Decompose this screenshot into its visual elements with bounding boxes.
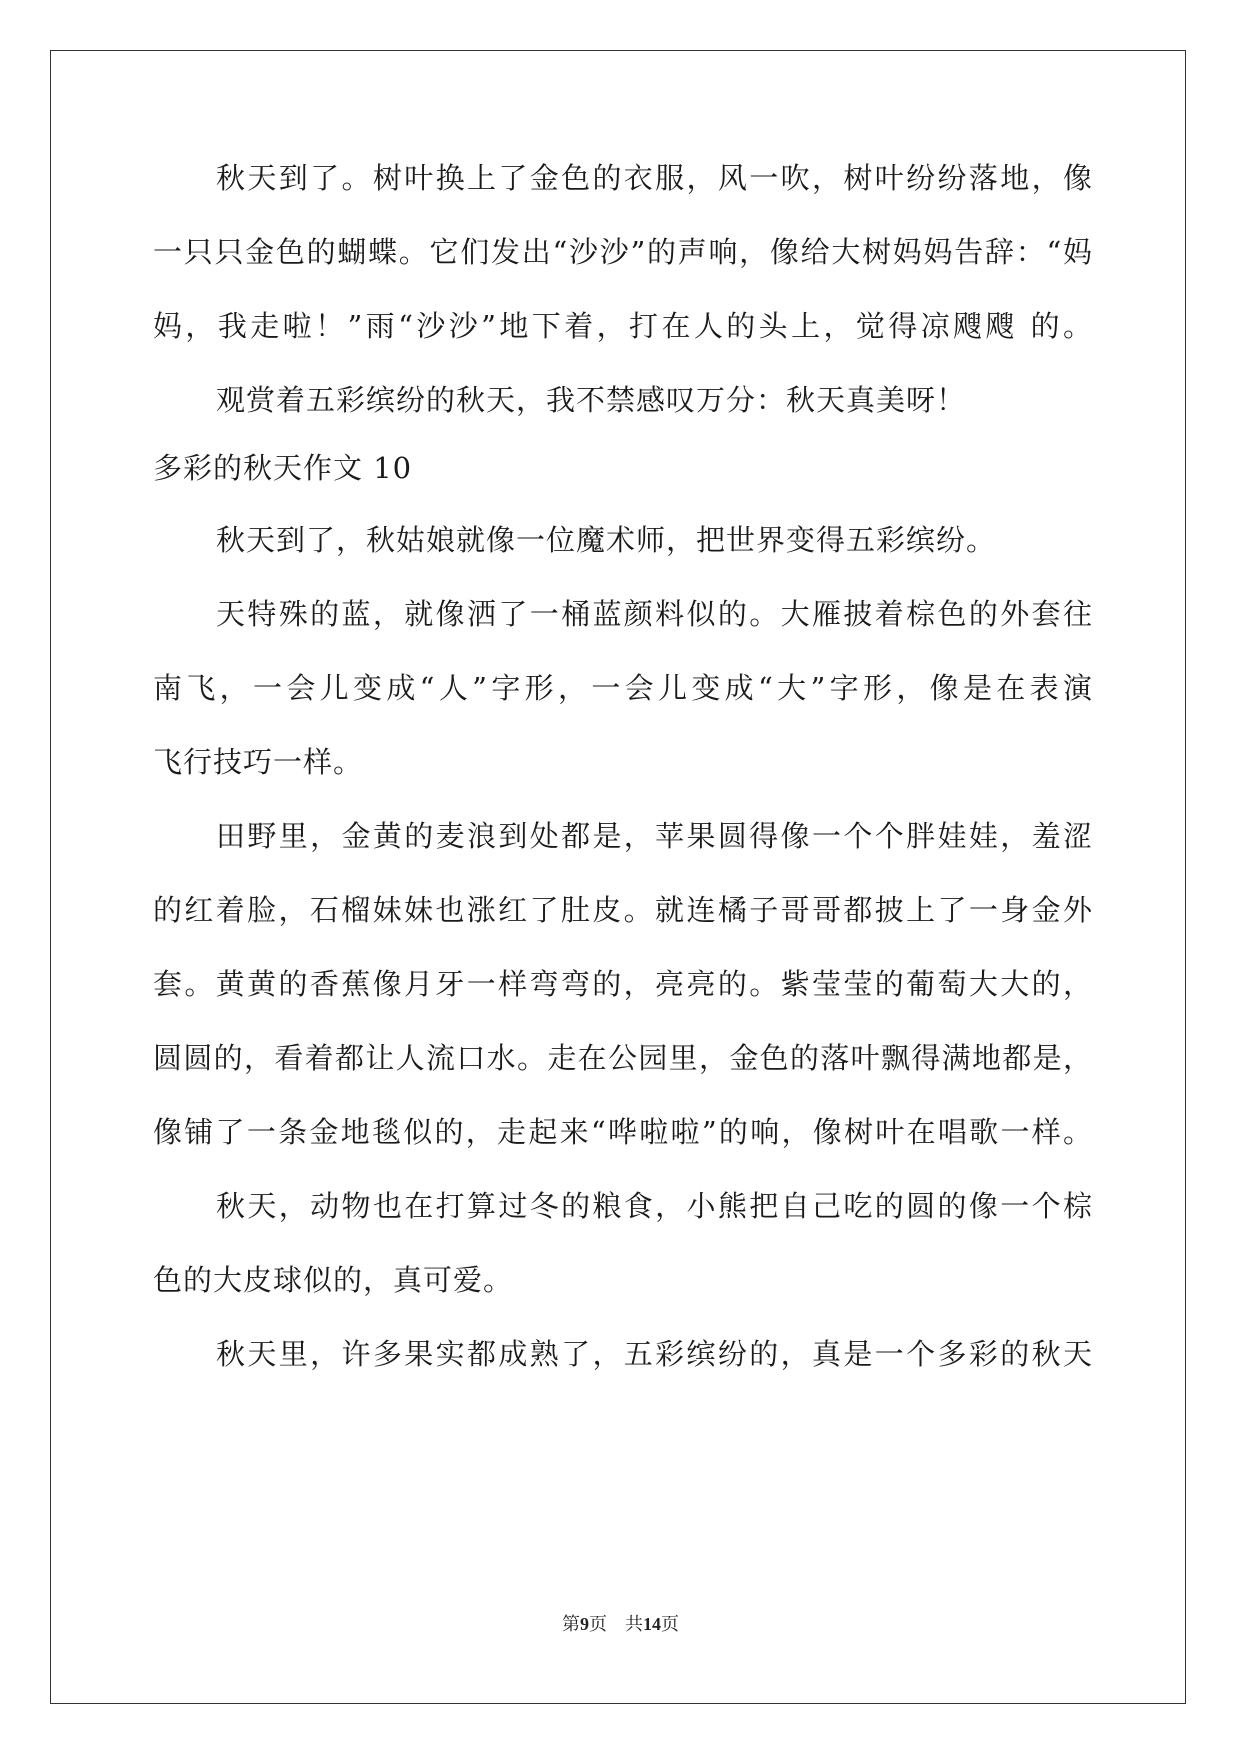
page-unit: 页 <box>589 1614 607 1635</box>
page-prefix: 第 <box>562 1614 580 1635</box>
total-unit: 页 <box>661 1614 679 1635</box>
paragraph-line: 天特殊的蓝，就像洒了一桶蓝颜料似的。大雁披着棕色的外套往 <box>216 597 1093 631</box>
paragraph-line: 秋天，动物也在打算过冬的粮食，小熊把自己吃的圆的像一个棕 <box>216 1189 1093 1223</box>
paragraph-line: 飞行技巧一样。 <box>153 745 364 779</box>
page-number-total: 14 <box>643 1614 661 1634</box>
paragraph-line: 秋天到了。树叶换上了金色的衣服，风一吹，树叶纷纷落地，像 <box>216 161 1093 195</box>
section-heading: 多彩的秋天作文 10 <box>153 451 413 485</box>
total-prefix: 共 <box>625 1614 643 1635</box>
paragraph-line: 一只只金色的蝴蝶。它们发出“沙沙”的声响，像给大树妈妈告辞：“妈 <box>153 235 1093 269</box>
paragraph-line: 色的大皮球似的，真可爱。 <box>153 1263 514 1297</box>
page-number-current: 9 <box>580 1614 589 1634</box>
paragraph-line: 圆圆的，看着都让人流口水。走在公园里，金色的落叶飘得满地都是， <box>153 1041 1093 1075</box>
paragraph-line: 秋天到了，秋姑娘就像一位魔术师，把世界变得五彩缤纷。 <box>216 523 997 557</box>
page-border <box>50 50 1186 1704</box>
paragraph-line: 南飞，一会儿变成“人”字形，一会儿变成“大”字形，像是在表演 <box>153 671 1093 705</box>
page-footer <box>0 1612 1241 1637</box>
paragraph-line: 妈，我走啦！”雨“沙沙”地下着，打在人的头上，觉得凉飕飕 的。 <box>153 309 1093 343</box>
paragraph-line: 的红着脸，石榴妹妹也涨红了肚皮。就连橘子哥哥都披上了一身金外 <box>153 893 1093 927</box>
paragraph-line: 观赏着五彩缤纷的秋天，我不禁感叹万分：秋天真美呀！ <box>216 383 967 417</box>
paragraph-line: 套。黄黄的香蕉像月牙一样弯弯的，亮亮的。紫莹莹的葡萄大大的， <box>153 967 1093 1001</box>
paragraph-line: 像铺了一条金地毯似的，走起来“哗啦啦”的响，像树叶在唱歌一样。 <box>153 1115 1093 1149</box>
paragraph-line: 田野里，金黄的麦浪到处都是，苹果圆得像一个个胖娃娃，羞涩 <box>216 819 1093 853</box>
paragraph-line: 秋天里，许多果实都成熟了，五彩缤纷的，真是一个多彩的秋天 <box>216 1337 1093 1371</box>
